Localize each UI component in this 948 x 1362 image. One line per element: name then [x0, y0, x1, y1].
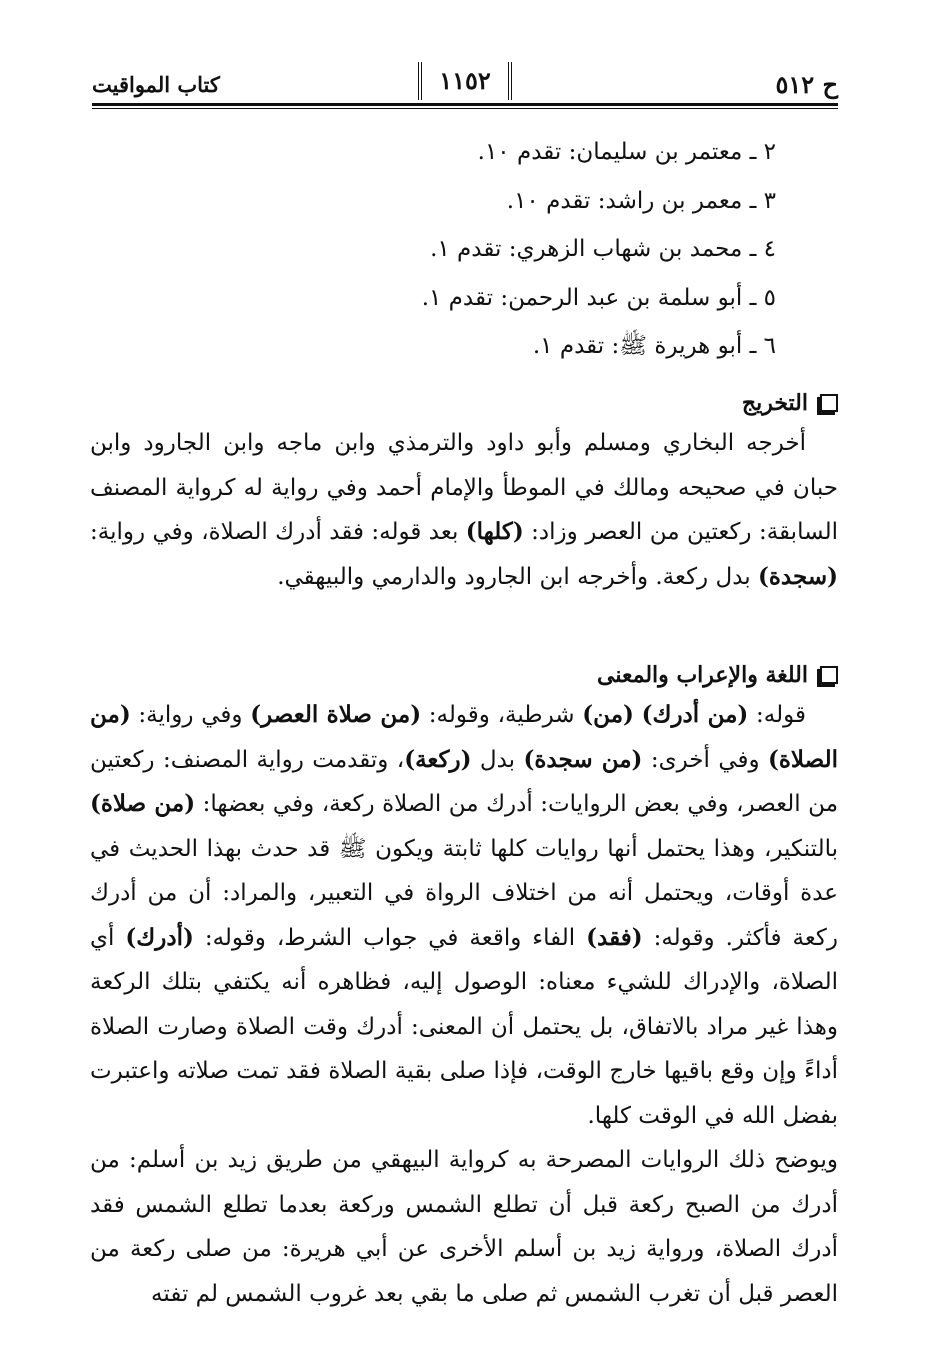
meaning-paragraph: [90, 693, 838, 1138]
bold-term: (أدرك): [125, 923, 194, 951]
list-item: ٥ ـ أبو سلمة بن عبد الرحمن: تقدم ١.: [421, 284, 776, 311]
text-run: وفي أخرى:: [642, 746, 768, 773]
text-run: بدل: [471, 746, 524, 773]
square-bullet-icon: [820, 394, 838, 412]
text-run: وفي رواية:: [130, 702, 251, 728]
list-item: ٤ ـ محمد بن شهاب الزهري: تقدم ١.: [430, 236, 776, 262]
text-run: بعد قوله: فقد أدرك الصلاة، وفي رواية:: [90, 519, 466, 545]
bold-term: (من الصلاة): [90, 701, 838, 773]
list-item: ٢ ـ معتمر بن سليمان: تقدم ١٠.: [477, 139, 776, 165]
text-run: ويوضح ذلك الروايات المصرحة به كرواية البيهقي من طريق زيد بن أسلم: من أدرك من الصبح ركعة قبل أن تطلع الشمس وركعة بعدما تطلع الشمس فقد أدرك الصلاة، ورواية زيد بن أسلم الأخرى عن أبي هريرة: من صلى ركعة من العصر قبل أن تغرب الشمس ثم صلى ما بقي بعد غروب الشمس لم تفته: [90, 1147, 838, 1307]
text-run: أي الصلاة، والإدراك للشيء معناه: الوصول إليه، فظاهره أنه يكتفي بتلك الركعة وهذا غير مراد بالاتفاق، بل يحتمل أن المعنى: أدرك وقت الصلاة وصارت الصلاة أداءً وإن وقع باقيها خارج الوقت، فإذا صلى بقية الصلاة فقد تمت صلاته واعتبرت بفضل الله في الوقت كلها.: [90, 924, 838, 1129]
text-run: بالتنكير، وهذا يحتمل أنها روايات كلها ثابتة ويكون ﷺ قد حدث بهذا الحديث في عدة أوقات، ويحتمل أنه من اختلاف الرواة في التعبير، والمراد: أن من أدرك ركعة فأكثر. وقوله:: [90, 835, 838, 951]
text-run: الفاء واقعة في جواب الشرط، وقوله:: [193, 924, 587, 951]
list-item: ٦ ـ أبو هريرة ﷺ: تقدم ١.: [532, 333, 776, 359]
square-bullet-icon: [820, 666, 838, 684]
bold-term: (فقد): [586, 923, 643, 951]
text-run: بدل ركعة. وأخرجه ابن الجارود والدارمي والبيهقي.: [277, 563, 758, 590]
bold-term: (ركعة): [404, 745, 472, 773]
meaning-paragraph-2: [90, 1138, 838, 1316]
bold-term: (من صلاة): [90, 790, 196, 817]
page-number: ١١٥٢: [418, 62, 512, 100]
narrator-chain-list: [216, 128, 776, 371]
takhrij-section: [90, 385, 838, 599]
bold-term: (من سجدة): [523, 745, 643, 773]
bold-term: (سجدة): [757, 562, 838, 590]
page-header: [92, 62, 838, 106]
bold-term: (من أدرك): [641, 701, 749, 728]
bold-term: (من): [582, 701, 634, 728]
bold-term: (من صلاة العصر): [250, 701, 422, 728]
book-title: كتاب المواقيت: [92, 72, 220, 97]
text-run: أخرجه البخاري ومسلم وأبو داود والترمذي وابن ماجه وابن الجارود وابن حبان في صحيحه ومالك في الموطأ والإمام أحمد وفي رواية له كرواية المصنف السابقة: ركعتين من العصر وزاد:: [90, 430, 838, 545]
text-run: [634, 702, 642, 728]
text-run: قوله:: [748, 702, 807, 728]
text-run: شرطية، وقوله:: [421, 702, 583, 728]
header-rule: [92, 103, 838, 109]
section-heading: [90, 385, 838, 421]
list-item: ٣ ـ معمر بن راشد: تقدم ١٠.: [506, 187, 776, 214]
section-heading-text: التخريج: [741, 390, 808, 416]
language-meaning-section: [90, 657, 838, 1316]
section-heading-text: اللغة والإعراب والمعنى: [597, 662, 808, 688]
bold-term: (كلها): [465, 518, 524, 545]
section-heading: [90, 657, 838, 693]
takhrij-paragraph: [90, 421, 838, 599]
text-run: ، وتقدمت رواية المصنف: ركعتين من العصر، وفي بعض الروايات: أدرك من الصلاة ركعة، وفي بعضها:: [90, 746, 839, 817]
volume-hadith-number: ح ٥١٢: [775, 70, 838, 99]
